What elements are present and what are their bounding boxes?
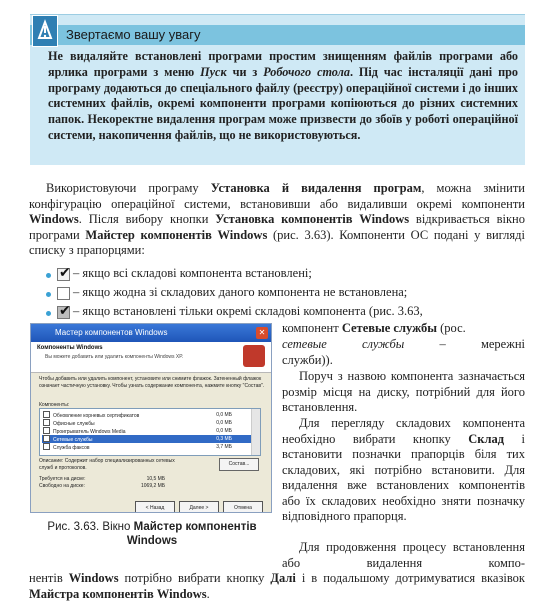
next-button[interactable]: Далее > xyxy=(179,501,219,513)
intro-paragraph: Використовуючи програму Установка й видалення програм, можна змінити конфігурацію операційної системи, встановивши або видаливши окремі компоненти Windows. Після вибору кнопки Установка компонентів Windows відкривається вікно програми Майстер компонентів Windows (рис. 3.63). Компоненти ОС подані у вигляді списку з прапорцями: xyxy=(29,181,525,257)
disk-space-values: 10,5 МБ 1069,2 МБ xyxy=(141,476,166,489)
window-header-title: Компоненты Windows xyxy=(37,345,103,351)
attention-icon xyxy=(32,15,58,47)
final-paragraph: нентів Windows потрібно вибрати кнопку Далі і в подальшому дотримуватися вказівок Майстра компонентів Windows. xyxy=(29,571,525,601)
right-text-line2: сетевые службы – мережні xyxy=(282,337,525,351)
composition-button[interactable]: Состав... xyxy=(219,458,259,471)
checkbox-icon[interactable] xyxy=(43,419,50,426)
notice-text: Не видаляйте встановлені програми простим знищенням файлів програми або ярлика програми з меню Пуск чи з Робочого стола. Під час інсталяції дані про програму додаються до спеціального файлу (реєстру) операційної системи і до інших системних файлів, окремі компоненти програми копіюються до різних системних папок. Некоректне видалення програм може призвести до збоїв у роботі операційної системи, накопичення файлів, що не використовуються. xyxy=(48,49,518,142)
checkbox-checked-icon: ✔ xyxy=(59,265,71,281)
window-header xyxy=(31,342,271,373)
window-description: Чтобы добавить или удалить компонент, установите или снимите флажок. Затененный флажок означает частичную установку. Чтобы узнать содержание компонента, нажмите кнопку "Состав". xyxy=(39,376,265,389)
list-item[interactable]: Обновление корневых сертификатов 0,0 МБ xyxy=(42,411,256,419)
component-description: Описание: Содержит набор специализированных сетевых служб и протоколов. xyxy=(39,458,175,471)
close-icon[interactable]: ✕ xyxy=(256,327,268,339)
list-item-selected[interactable]: Сетевые службы 0,3 МБ xyxy=(42,435,256,443)
checkbox-icon[interactable] xyxy=(43,411,50,418)
list-scrollbar[interactable] xyxy=(251,409,260,455)
figure-caption: Рис. 3.63. Вікно Майстер компонентів Windows xyxy=(47,521,257,547)
bullet-text-checked: – якщо всі складові компонента встановлені; xyxy=(73,266,312,280)
disk-space-labels: Требуется на диске: Свободно на диске: xyxy=(39,476,86,489)
continue-paragraph-start: Для продовження процесу встановлення або видалення компо- xyxy=(282,540,525,570)
list-item[interactable]: Служба факсов 3,7 МБ xyxy=(42,443,256,451)
back-button[interactable]: < Назад xyxy=(135,501,175,513)
checkbox-empty-icon xyxy=(57,287,70,300)
list-item[interactable]: Проигрыватель Windows Media 0,0 МБ xyxy=(42,427,256,435)
bullet-text-empty: – якщо жодна зі складових даного компонента не встановлена; xyxy=(73,285,408,299)
checkbox-icon[interactable] xyxy=(43,443,50,450)
right-text-line3: служби)). xyxy=(282,353,333,367)
components-label: Компоненты: xyxy=(39,402,70,408)
checkbox-icon[interactable] xyxy=(43,427,50,434)
bullet-dot xyxy=(46,292,51,297)
cancel-button[interactable]: Отмена xyxy=(223,501,263,513)
windows-logo-icon xyxy=(243,345,265,367)
window-title: Мастер компонентов Windows xyxy=(55,328,168,337)
bullet-dot xyxy=(46,273,51,278)
bullet-text-partial: – якщо встановлені тільки окремі складові компонента (рис. 3.63, xyxy=(73,304,423,318)
notice-title: Звертаємо вашу увагу xyxy=(66,27,201,42)
right-text-line1: компонент Сетевые службы (рос. xyxy=(282,321,466,335)
checkbox-icon[interactable] xyxy=(43,435,50,442)
checkbox-partial-icon: ✔ xyxy=(59,303,71,319)
notice-box xyxy=(30,14,525,165)
window-header-subtitle: Вы можете добавить или удалить компоненты Windows XP. xyxy=(45,354,184,360)
list-item[interactable]: Офисные службы 0,0 МБ xyxy=(42,419,256,427)
components-wizard-screenshot xyxy=(30,323,272,513)
composition-paragraph: Для перегляду складових компонента необхідно вибрати кнопку Склад і встановити позначки прапорців біля тих складових, які потрібно встановити. Для видалення вже встановлених компонентів або їх складових необхідно зняти позначку відповідного прапорця. xyxy=(282,416,525,523)
bullet-dot xyxy=(46,311,51,316)
disk-size-paragraph: Поруч з назвою компонента зазначається розмір місця на диску, потрібний для його встановлення. xyxy=(282,369,525,414)
components-list[interactable] xyxy=(39,408,261,456)
window-title-bar xyxy=(31,324,271,342)
wizard-buttons xyxy=(131,496,263,513)
